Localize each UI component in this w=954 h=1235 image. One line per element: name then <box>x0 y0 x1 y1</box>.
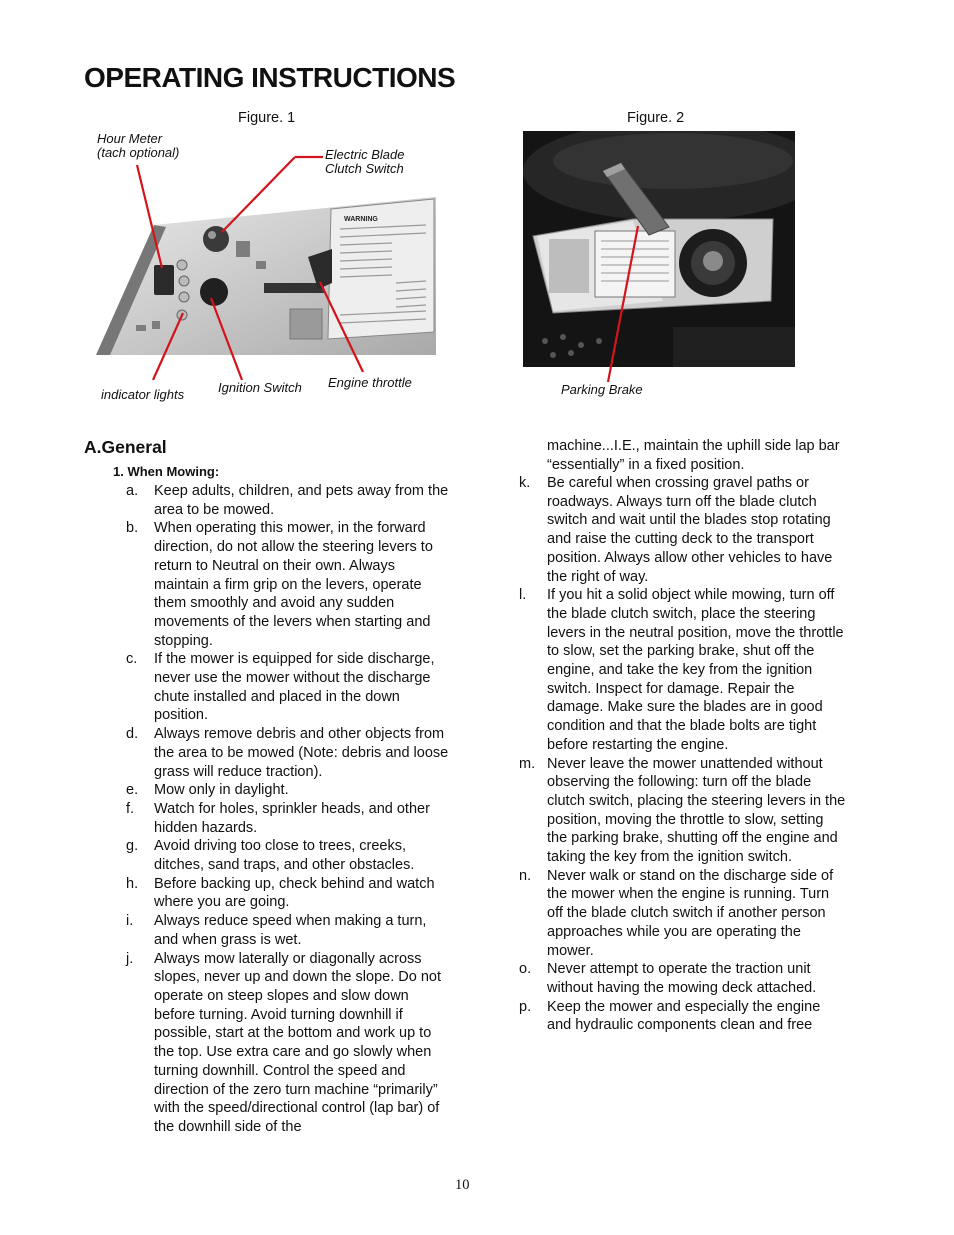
list-item-d: d. Always remove debris and other objects from the area to be mowed (Note: debris and loose grass will reduce traction). <box>126 726 449 780</box>
list-item-k: k. Be careful when crossing gravel paths or roadways. Always turn off the blade clutch switch and wait until the blades stop rotating and raise the cutting deck to the transport position. Always allow other vehicles to have the right of way. <box>519 475 833 585</box>
list-item-f: f. Watch for holes, sprinkler heads, and other hidden hazards. <box>126 800 430 836</box>
list-item-a: a. Keep adults, children, and pets away from the area to be mowed. <box>126 483 449 518</box>
list-item-c: c. If the mower is equipped for side discharge, never use the mower without the discharge chute installed and placed in the down position. <box>126 651 435 724</box>
figure-2-callout-line <box>560 220 660 390</box>
hour-meter-callout: Hour Meter (tach optional) <box>97 131 180 160</box>
list-item-l: l. If you hit a solid object while mowing, turn off the blade clutch switch, place the steering levers in the neutral position, move the throttle to slow, set the parking brake, shut off the engine, and take the key from the ignition switch. Inspect for damage. Repair the damage. Make sure the blades are in good condition and that the blade bolts are tight before restarting the engine. <box>519 587 844 753</box>
list-item-n: n. Never walk or stand on the discharge side of the mower when the engine is running. Turn off the blade clutch switch if another person approaches while you are operating the mower. <box>519 867 834 959</box>
list-item-e: e. Mow only in daylight. <box>126 782 289 799</box>
list-item-p: p. Keep the mower and especially the engine and hydraulic components clean and free <box>519 998 821 1034</box>
ignition-switch-callout: Ignition Switch <box>218 380 302 395</box>
list-item-b: b. When operating this mower, in the forward direction, do not allow the steering levers to return to Neutral on their own. Always maintain a firm grip on the levers, operate them smoothly and avoid any sudden movements of the levers when starting and stopping. <box>126 520 433 649</box>
list-item-h: h. Before backing up, check behind and watch where you are going. <box>126 875 435 911</box>
engine-throttle-callout: Engine throttle <box>328 375 412 390</box>
section-heading: A.General <box>84 437 167 457</box>
page-number: 10 <box>455 1177 470 1193</box>
parking-brake-callout: Parking Brake <box>561 382 643 397</box>
electric-blade-clutch-switch-callout: Electric Blade Clutch Switch <box>325 147 405 176</box>
warning-label: WARNING <box>344 216 378 223</box>
figure-1-caption: Figure. 1 <box>238 110 296 126</box>
list-item-g: g. Avoid driving too close to trees, creeks, ditches, sand traps, and other obstacles. <box>126 838 415 874</box>
subheading-when-mowing: 1. When Mowing: <box>113 464 220 479</box>
page-title: OPERATING INSTRUCTIONS <box>84 62 456 93</box>
indicator-lights-callout: indicator lights <box>101 387 185 402</box>
left-column <box>113 482 453 1137</box>
list-item-m: m. Never leave the mower unattended without observing the following: turn off the blade clutch switch, placing the steering levers in the position, moving the throttle to slow, setting the parking brake, shutting off the engine and taking the key from the ignition switch. <box>519 755 846 866</box>
figure-1-callout-lines <box>0 0 954 420</box>
list-item-i: i. Always reduce speed when making a turn, and when grass is wet. <box>126 913 427 948</box>
figure-2-caption: Figure. 2 <box>627 110 685 126</box>
right-column-continuation: machine...I.E., maintain the uphill side lap bar “essentially” in a fixed position. <box>547 438 840 473</box>
right-column <box>517 474 847 1035</box>
list-item-o: o. Never attempt to operate the traction unit without having the mowing deck attached. <box>519 961 817 996</box>
list-item-j: j. Always mow laterally or diagonally across slopes, never up and down the slope. Do not operate on steep slopes and slow down before turning. Avoid turning downhill if possible, start at the bottom and work up to the top. Use extra care and go slowly when turning downhill. Control the speed and direction of the zero turn machine “primarily” with the speed/directional control (lap bar) of the downhill side of the <box>126 950 441 1135</box>
